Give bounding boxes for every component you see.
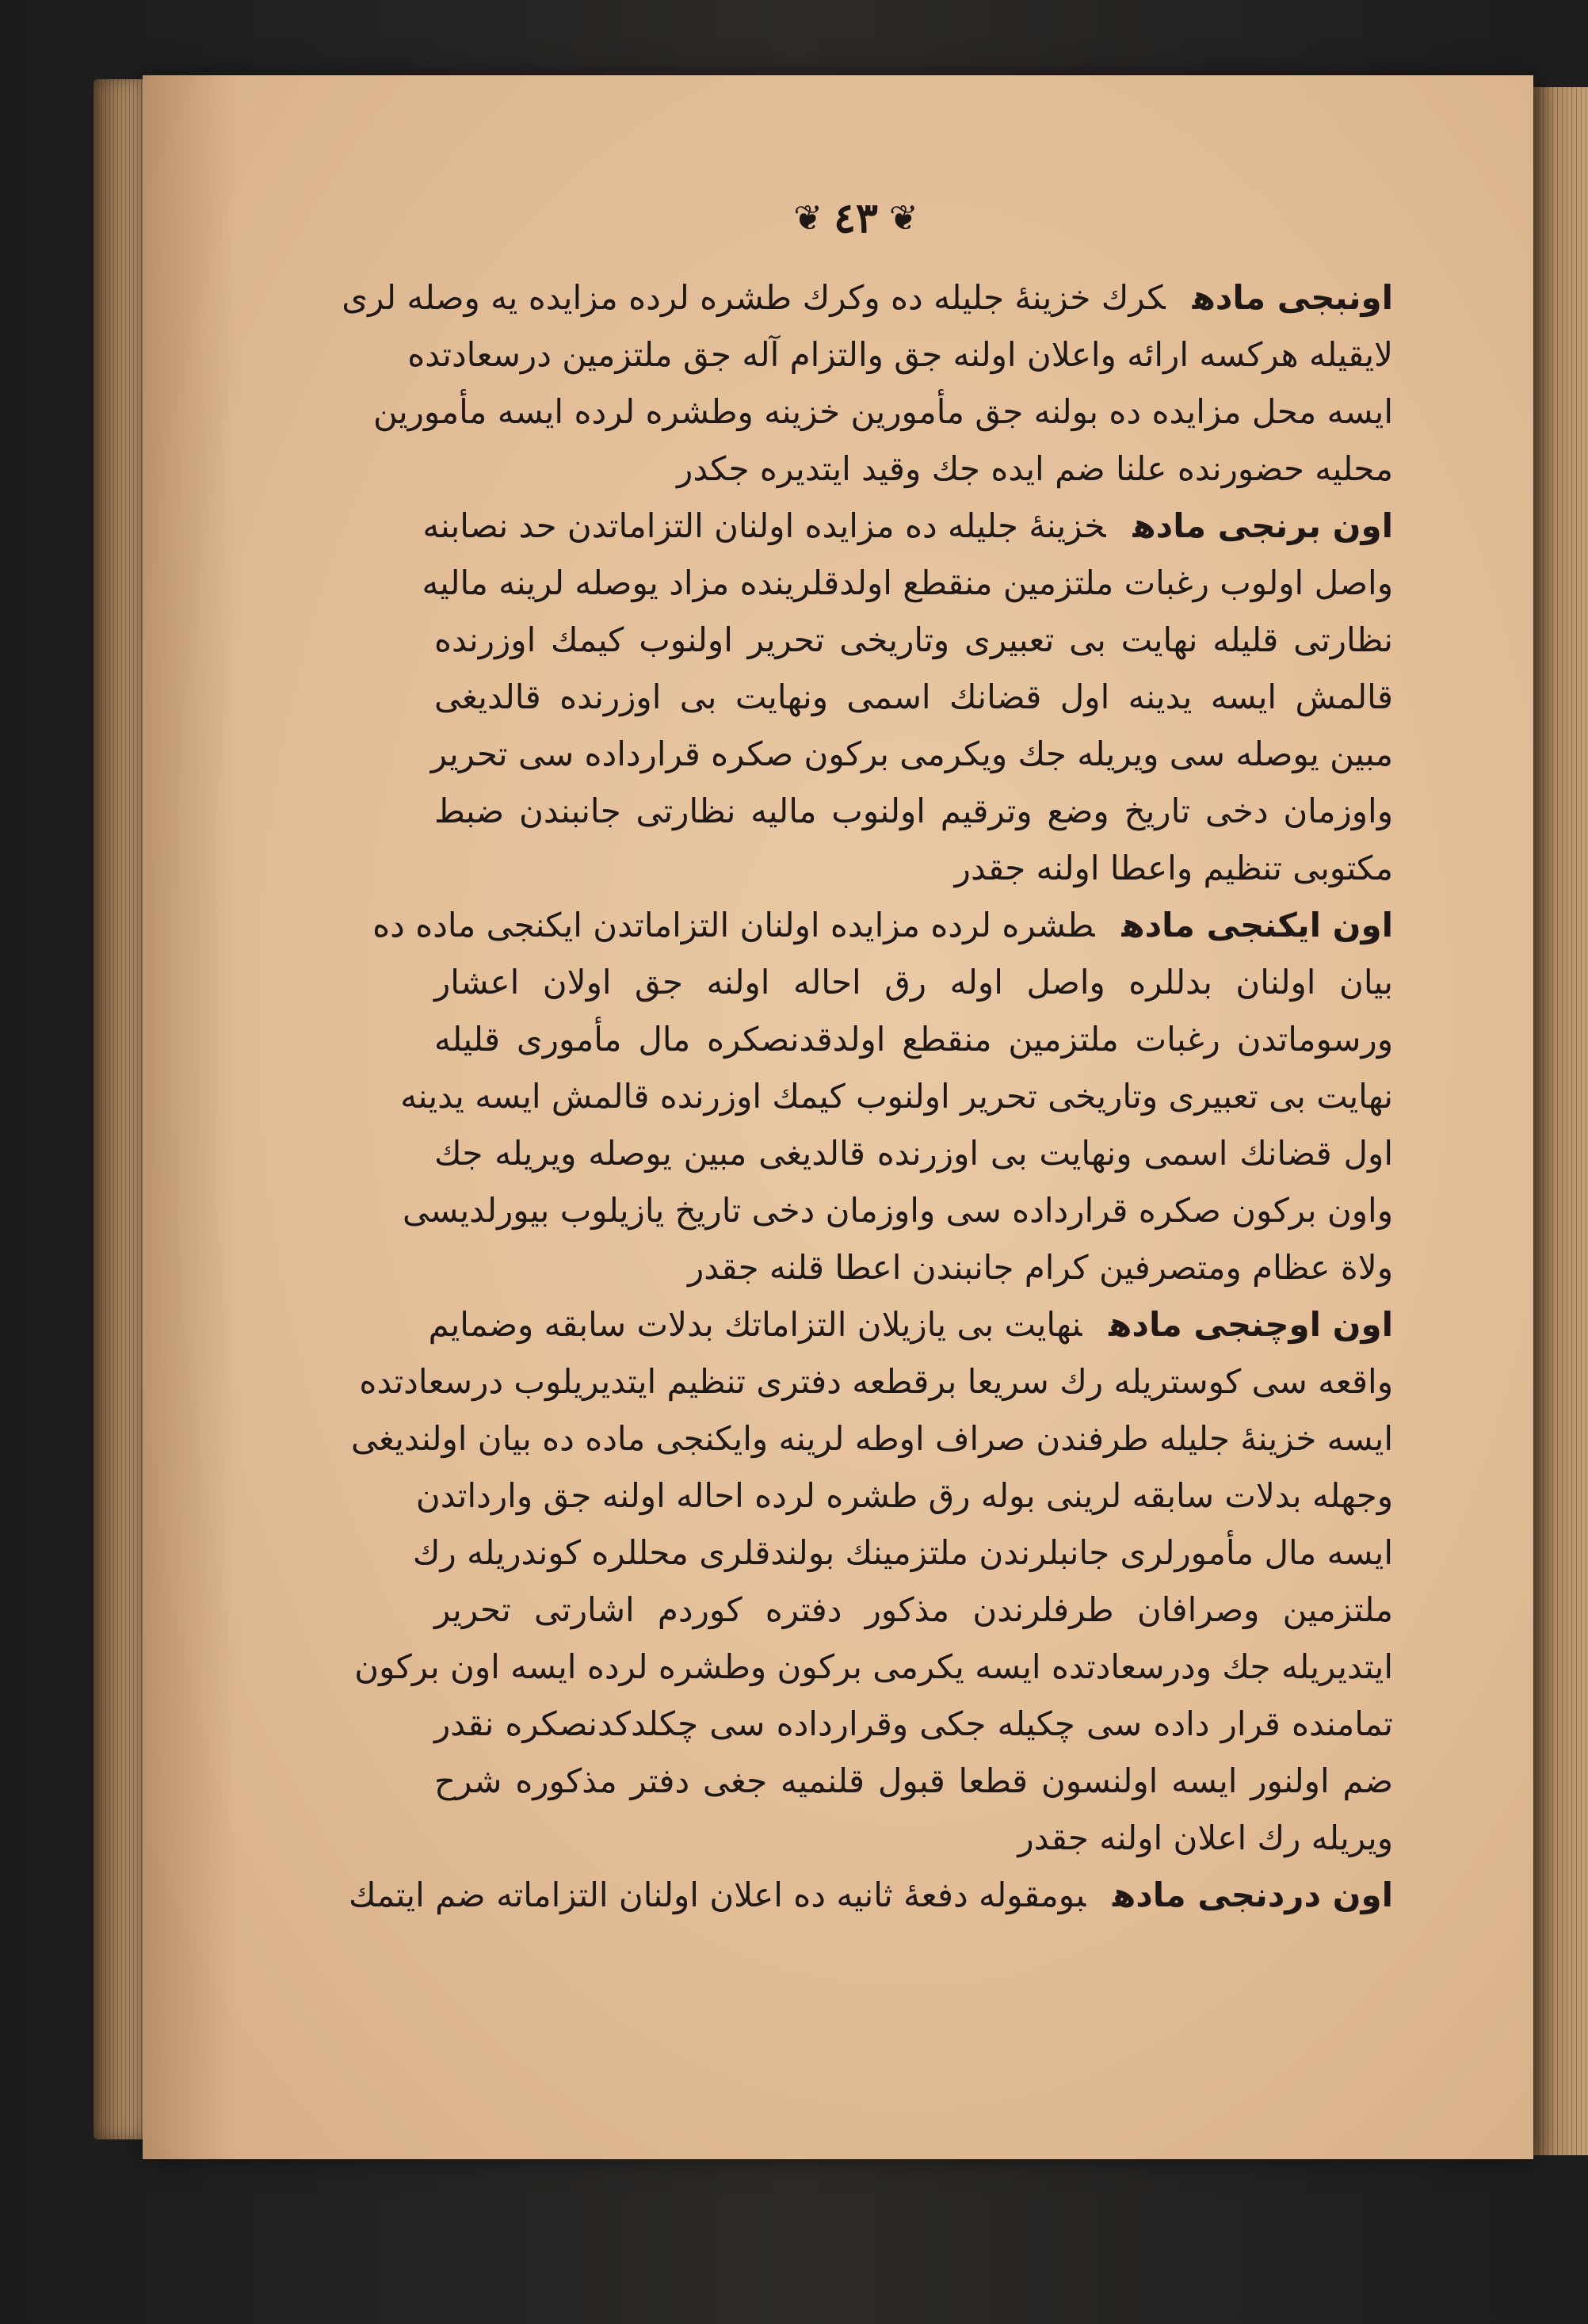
text-line: ایتدیریله جك ودرسعادتده ایسه یکرمی برکون وطشره لرده ایسه اون برکون xyxy=(354,1647,1393,1686)
page-number: ٤٣ xyxy=(834,194,878,242)
text-line: نهایت بی تعبیری وتاریخی تحریر اولنوب کیمك اوزرنده قالمش ایسه یدینه xyxy=(400,1077,1393,1116)
text-line: ایسه خزینهٔ جلیله طرفندن صراف اوطه لرینه وایکنجی ماده ده بیان اولندیغی xyxy=(351,1419,1393,1458)
page-stack-right xyxy=(1533,87,1588,2155)
article-label: اون دردنجی ماده xyxy=(1113,1876,1393,1914)
text-line: اون ایکنجی مادهطشره لرده مزایده اولنان التزاماتدن ایکنجی ماده ده xyxy=(372,906,1393,944)
text-line: محلیه حضورنده علنا ضم ایده جك وقید ایتدیره جکدر xyxy=(677,449,1393,488)
text-line: ایسه محل مزایده ده بولنه جق مأمورین خزینه وطشره لرده ایسه مأمورین xyxy=(372,392,1393,431)
text-line: واوزمان دخی تاریخ وضع وترقیم اولنوب مالیه نظارتی جانبندن ضبط xyxy=(434,792,1393,830)
text-line: تمامنده قرار داده سی چکیله جکی وقرارداده سی چکلدکدنصکره نقدر xyxy=(434,1704,1393,1743)
article-label: اون ایکنجی ماده xyxy=(1121,906,1393,944)
text-line: قالمش ایسه یدینه اول قضانك اسمی ونهایت بی اوزرنده قالدیغی xyxy=(434,677,1393,716)
text-line: ولاة عظام ومتصرفین کرام جانبندن اعطا قلنه جقدر xyxy=(688,1248,1393,1287)
text-line: اون برنجی مادهخزینهٔ جلیله ده مزایده اولنان التزاماتدن حد نصابنه xyxy=(422,506,1393,545)
text-line: بیان اولنان بدللره واصل اوله رق احاله اولنه جق اولان اعشار xyxy=(434,963,1393,1002)
text-line: مبین یوصله سی ویریله جك ویکرمی برکون صکره قرارداده سی تحریر xyxy=(430,735,1393,773)
text-line: لایقیله هرکسه ارائه واعلان اولنه جق والتزام آله جق ملتزمین درسعادتده xyxy=(407,335,1393,374)
text-line: ملتزمین وصرافان طرفلرندن مذکور دفتره کوردم اشارتی تحریر xyxy=(434,1590,1393,1629)
text-line: واون برکون صکره قرارداده سی واوزمان دخی تاریخ یازیلوب بیورلدیسی xyxy=(403,1191,1393,1230)
text-line: اون اوچنجی مادهنهایت بی یازیلان التزاماتك بدلات سابقه وضمایم xyxy=(428,1305,1393,1344)
text-line: اول قضانك اسمی ونهایت بی اوزرنده قالدیغی مبین یوصله ویریله جك xyxy=(434,1134,1393,1173)
text-line: ویریله رك اعلان اولنه جقدر xyxy=(1017,1818,1393,1857)
body-text xyxy=(342,269,1393,1924)
article-label: اونبجی ماده xyxy=(1192,278,1393,317)
text-line: اونبجی مادهکرك خزینهٔ جلیله ده وکرك طشره لرده مزایده یه وصله لری xyxy=(342,278,1393,317)
text-line: واقعه سی کوستریله رك سریعا برقطعه دفتری تنظیم ایتدیریلوب درسعادتده xyxy=(359,1362,1393,1401)
ornament-left-icon: ❦ xyxy=(793,198,823,239)
text-line: ضم اولنور ایسه اولنسون قطعا قبول قلنمیه جغی دفتر مذکوره شرح xyxy=(434,1761,1393,1800)
text-line: وجهله بدلات سابقه لرینی بوله رق طشره لرده احاله اولنه جق وارداتدن xyxy=(415,1476,1393,1515)
article-label: اون اوچنجی ماده xyxy=(1109,1305,1393,1344)
page-header xyxy=(793,194,918,242)
text-line: مکتوبی تنظیم واعطا اولنه جقدر xyxy=(954,849,1393,887)
text-line: واصل اولوب رغبات ملتزمین منقطع اولدقلرینده مزاد یوصله لرینه مالیه xyxy=(422,563,1393,602)
ornament-right-icon: ❦ xyxy=(888,198,918,239)
text-line: ورسوماتدن رغبات ملتزمین منقطع اولدقدنصکره مال مأموری قلیله xyxy=(434,1020,1393,1059)
text-line: ایسه مال مأمورلری جانبلرندن ملتزمینك بولندقلری محللره کوندریله رك xyxy=(412,1533,1393,1572)
text-line: اون دردنجی مادهبومقوله دفعهٔ ثانیه ده اعلان اولنان التزاماته ضم ایتمك xyxy=(349,1876,1393,1914)
article-label: اون برنجی ماده xyxy=(1132,506,1393,545)
text-line: نظارتی قلیله نهایت بی تعبیری وتاریخی تحریر اولنوب کیمك اوزرنده xyxy=(434,620,1393,659)
